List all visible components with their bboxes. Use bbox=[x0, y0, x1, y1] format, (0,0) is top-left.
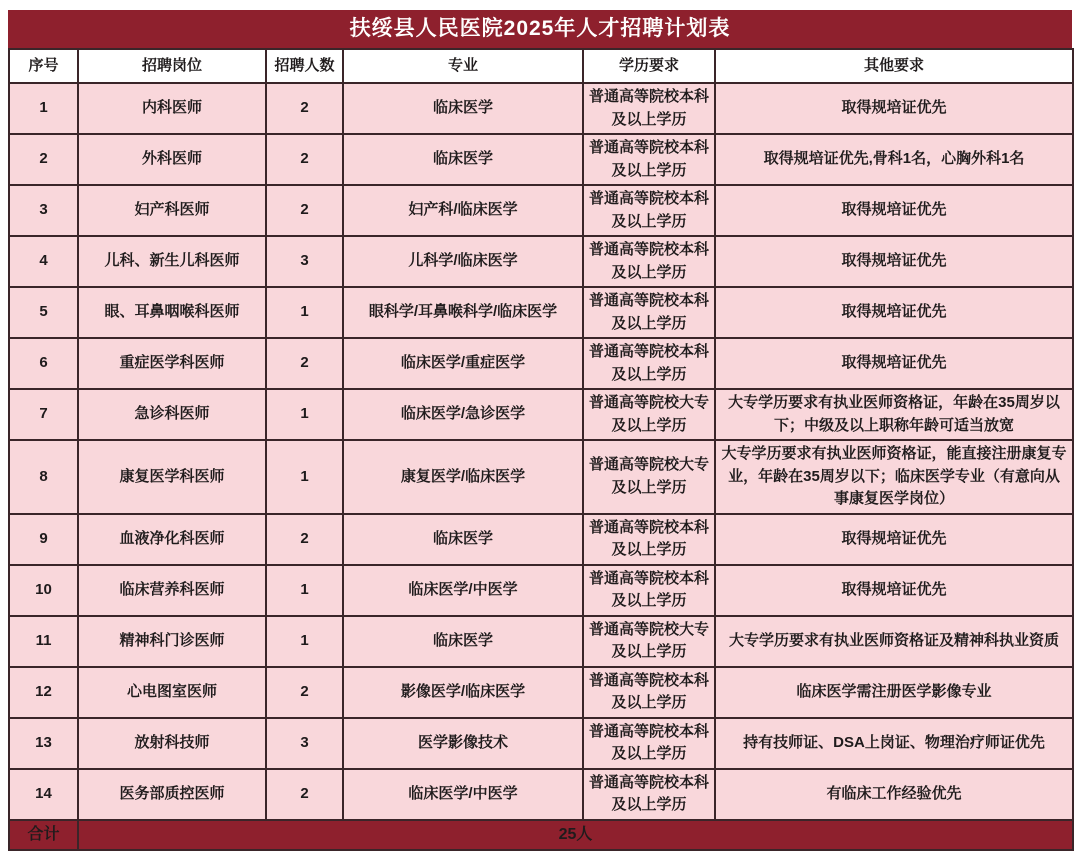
col-header-major: 专业 bbox=[343, 49, 583, 83]
cell-no: 13 bbox=[9, 718, 78, 769]
cell-education: 普通高等院校本科及以上学历 bbox=[583, 667, 715, 718]
cell-count: 2 bbox=[266, 83, 343, 134]
total-label: 合计 bbox=[9, 820, 78, 850]
cell-education: 普通高等院校本科及以上学历 bbox=[583, 185, 715, 236]
cell-education: 普通高等院校本科及以上学历 bbox=[583, 769, 715, 820]
cell-major: 临床医学 bbox=[343, 134, 583, 185]
page-title: 扶绥县人民医院2025年人才招聘计划表 bbox=[8, 10, 1072, 48]
cell-other: 取得规培证优先 bbox=[715, 287, 1073, 338]
cell-no: 2 bbox=[9, 134, 78, 185]
cell-count: 2 bbox=[266, 667, 343, 718]
cell-education: 普通高等院校大专及以上学历 bbox=[583, 616, 715, 667]
cell-education: 普通高等院校本科及以上学历 bbox=[583, 565, 715, 616]
table-row bbox=[9, 185, 1073, 236]
recruitment-plan-table bbox=[8, 48, 1074, 851]
cell-other: 大专学历要求有执业医师资格证，能直接注册康复专业，年龄在35周岁以下；临床医学专业（有意向从事康复医学岗位） bbox=[715, 440, 1073, 514]
table-row bbox=[9, 287, 1073, 338]
cell-other: 有临床工作经验优先 bbox=[715, 769, 1073, 820]
cell-no: 11 bbox=[9, 616, 78, 667]
cell-major: 临床医学 bbox=[343, 514, 583, 565]
cell-major: 临床医学/中医学 bbox=[343, 565, 583, 616]
cell-education: 普通高等院校本科及以上学历 bbox=[583, 134, 715, 185]
cell-count: 2 bbox=[266, 769, 343, 820]
cell-education: 普通高等院校大专及以上学历 bbox=[583, 389, 715, 440]
table-row bbox=[9, 514, 1073, 565]
table-body bbox=[9, 83, 1073, 820]
cell-no: 4 bbox=[9, 236, 78, 287]
cell-position: 眼、耳鼻咽喉科医师 bbox=[78, 287, 266, 338]
col-header-position: 招聘岗位 bbox=[78, 49, 266, 83]
cell-no: 7 bbox=[9, 389, 78, 440]
cell-count: 1 bbox=[266, 287, 343, 338]
cell-other: 持有技师证、DSA上岗证、物理治疗师证优先 bbox=[715, 718, 1073, 769]
cell-no: 9 bbox=[9, 514, 78, 565]
cell-major: 眼科学/耳鼻喉科学/临床医学 bbox=[343, 287, 583, 338]
cell-position: 血液净化科医师 bbox=[78, 514, 266, 565]
cell-count: 3 bbox=[266, 236, 343, 287]
cell-position: 临床营养科医师 bbox=[78, 565, 266, 616]
cell-no: 6 bbox=[9, 338, 78, 389]
cell-count: 1 bbox=[266, 440, 343, 514]
cell-education: 普通高等院校本科及以上学历 bbox=[583, 236, 715, 287]
cell-other: 取得规培证优先 bbox=[715, 338, 1073, 389]
table-row bbox=[9, 83, 1073, 134]
cell-position: 重症医学科医师 bbox=[78, 338, 266, 389]
cell-other: 取得规培证优先 bbox=[715, 236, 1073, 287]
cell-major: 儿科学/临床医学 bbox=[343, 236, 583, 287]
cell-no: 3 bbox=[9, 185, 78, 236]
cell-count: 2 bbox=[266, 338, 343, 389]
cell-major: 医学影像技术 bbox=[343, 718, 583, 769]
cell-other: 取得规培证优先 bbox=[715, 565, 1073, 616]
table-row bbox=[9, 236, 1073, 287]
recruitment-plan-sheet bbox=[8, 10, 1072, 851]
table-row bbox=[9, 769, 1073, 820]
cell-no: 5 bbox=[9, 287, 78, 338]
table-row bbox=[9, 565, 1073, 616]
table-header-row bbox=[9, 49, 1073, 83]
cell-major: 影像医学/临床医学 bbox=[343, 667, 583, 718]
cell-position: 医务部质控医师 bbox=[78, 769, 266, 820]
cell-major: 临床医学 bbox=[343, 616, 583, 667]
cell-other: 大专学历要求有执业医师资格证，年龄在35周岁以下；中级及以上职称年龄可适当放宽 bbox=[715, 389, 1073, 440]
cell-position: 急诊科医师 bbox=[78, 389, 266, 440]
cell-no: 12 bbox=[9, 667, 78, 718]
cell-count: 2 bbox=[266, 185, 343, 236]
cell-no: 1 bbox=[9, 83, 78, 134]
cell-no: 8 bbox=[9, 440, 78, 514]
cell-major: 临床医学/急诊医学 bbox=[343, 389, 583, 440]
col-header-count: 招聘人数 bbox=[266, 49, 343, 83]
cell-major: 临床医学 bbox=[343, 83, 583, 134]
table-row bbox=[9, 389, 1073, 440]
cell-count: 2 bbox=[266, 514, 343, 565]
cell-position: 康复医学科医师 bbox=[78, 440, 266, 514]
cell-major: 临床医学/重症医学 bbox=[343, 338, 583, 389]
cell-education: 普通高等院校本科及以上学历 bbox=[583, 338, 715, 389]
cell-education: 普通高等院校大专及以上学历 bbox=[583, 440, 715, 514]
cell-other: 取得规培证优先 bbox=[715, 185, 1073, 236]
table-row bbox=[9, 667, 1073, 718]
cell-other: 大专学历要求有执业医师资格证及精神科执业资质 bbox=[715, 616, 1073, 667]
table-row bbox=[9, 134, 1073, 185]
cell-major: 临床医学/中医学 bbox=[343, 769, 583, 820]
cell-other: 取得规培证优先 bbox=[715, 514, 1073, 565]
table-row bbox=[9, 718, 1073, 769]
cell-other: 临床医学需注册医学影像专业 bbox=[715, 667, 1073, 718]
table-row bbox=[9, 440, 1073, 514]
cell-position: 心电图室医师 bbox=[78, 667, 266, 718]
cell-education: 普通高等院校本科及以上学历 bbox=[583, 83, 715, 134]
cell-education: 普通高等院校本科及以上学历 bbox=[583, 718, 715, 769]
cell-position: 妇产科医师 bbox=[78, 185, 266, 236]
cell-major: 妇产科/临床医学 bbox=[343, 185, 583, 236]
cell-other: 取得规培证优先 bbox=[715, 83, 1073, 134]
cell-no: 14 bbox=[9, 769, 78, 820]
cell-position: 内科医师 bbox=[78, 83, 266, 134]
cell-count: 3 bbox=[266, 718, 343, 769]
cell-position: 儿科、新生儿科医师 bbox=[78, 236, 266, 287]
cell-count: 1 bbox=[266, 616, 343, 667]
cell-major: 康复医学/临床医学 bbox=[343, 440, 583, 514]
cell-count: 1 bbox=[266, 389, 343, 440]
cell-count: 1 bbox=[266, 565, 343, 616]
cell-no: 10 bbox=[9, 565, 78, 616]
cell-position: 精神科门诊医师 bbox=[78, 616, 266, 667]
col-header-no: 序号 bbox=[9, 49, 78, 83]
cell-position: 放射科技师 bbox=[78, 718, 266, 769]
cell-education: 普通高等院校本科及以上学历 bbox=[583, 514, 715, 565]
col-header-other: 其他要求 bbox=[715, 49, 1073, 83]
col-header-education: 学历要求 bbox=[583, 49, 715, 83]
cell-other: 取得规培证优先,骨科1名，心胸外科1名 bbox=[715, 134, 1073, 185]
cell-count: 2 bbox=[266, 134, 343, 185]
cell-position: 外科医师 bbox=[78, 134, 266, 185]
table-footer-row bbox=[9, 820, 1073, 850]
total-value: 25人 bbox=[78, 820, 1073, 850]
cell-education: 普通高等院校本科及以上学历 bbox=[583, 287, 715, 338]
table-row bbox=[9, 338, 1073, 389]
table-row bbox=[9, 616, 1073, 667]
